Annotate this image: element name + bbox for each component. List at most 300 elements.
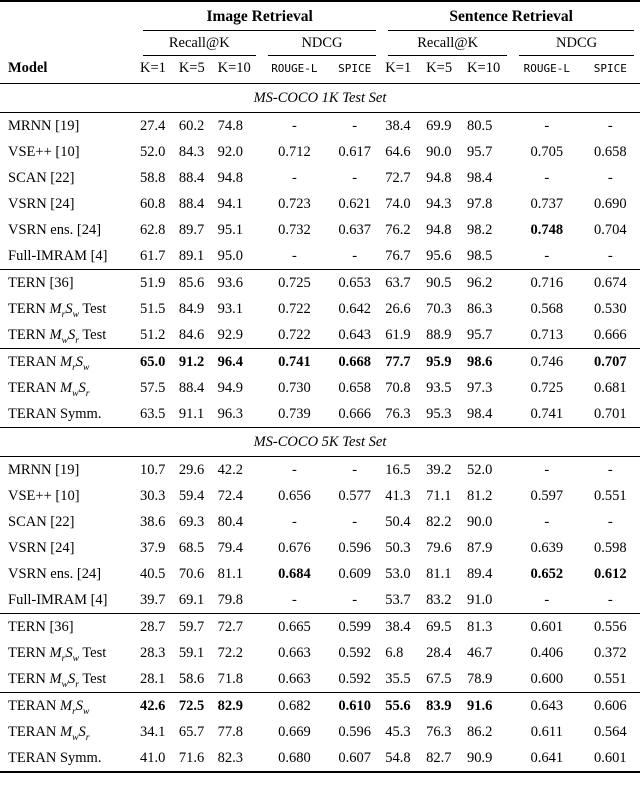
value-cell: 61.9 xyxy=(385,326,411,343)
value-cell: 0.739 xyxy=(278,405,311,422)
value-cell: 0.690 xyxy=(593,195,627,212)
value-cell: 71.1 xyxy=(426,487,452,504)
value-cell: 37.9 xyxy=(139,539,166,556)
value-cell: 77.7 xyxy=(382,349,423,376)
table-row xyxy=(0,296,640,322)
value-cell: 89.4 xyxy=(467,565,493,582)
value-cell: 95.7 xyxy=(467,143,493,160)
value-cell: 84.9 xyxy=(178,300,205,317)
value-cell: - xyxy=(607,513,613,530)
value-cell: 0.598 xyxy=(593,539,627,556)
value-cell: 39.7 xyxy=(139,591,166,608)
model-name: TERN [36] xyxy=(0,270,137,297)
value-cell: 88.9 xyxy=(426,326,452,343)
table-row xyxy=(0,401,640,428)
value-cell: 0.669 xyxy=(278,723,311,740)
value-cell: 0.643 xyxy=(513,693,580,720)
value-cell: 69.9 xyxy=(426,117,452,134)
value-cell: 0.372 xyxy=(593,644,627,661)
value-cell: 0.730 xyxy=(278,379,311,396)
model-name: VSRN [24] xyxy=(8,195,75,212)
model-name: MRNN [19] xyxy=(8,117,80,134)
value-cell: 94.3 xyxy=(426,195,452,212)
value-cell: 38.4 xyxy=(385,117,411,134)
table-row xyxy=(0,217,640,243)
value-cell: 50.4 xyxy=(385,513,411,530)
value-cell: 93.5 xyxy=(426,379,452,396)
value-cell: 84.6 xyxy=(178,326,205,343)
value-cell: 0.592 xyxy=(338,670,371,687)
value-cell: - xyxy=(291,247,297,264)
table-row xyxy=(0,457,640,484)
column-header-rougel-image: ROUGE-L xyxy=(262,56,327,84)
value-cell: 0.681 xyxy=(593,379,627,396)
value-cell: 51.9 xyxy=(137,270,176,297)
value-cell: 98.6 xyxy=(464,349,513,376)
table-row xyxy=(0,693,640,720)
value-cell: 70.8 xyxy=(385,379,411,396)
table-row xyxy=(0,349,640,376)
value-cell: 71.8 xyxy=(217,670,244,687)
value-cell: 6.8 xyxy=(385,644,404,661)
value-cell: 16.5 xyxy=(385,461,411,478)
value-cell: 63.7 xyxy=(382,270,423,297)
value-cell: 0.597 xyxy=(530,487,564,504)
column-header-spice-sentence: SPICE xyxy=(581,56,640,84)
value-cell: 0.621 xyxy=(338,195,371,212)
value-cell: 0.737 xyxy=(530,195,564,212)
value-cell: 0.601 xyxy=(593,749,627,766)
model-name: SCAN [22] xyxy=(8,513,75,530)
column-header-spice-image: SPICE xyxy=(327,56,382,84)
table-row xyxy=(0,322,640,349)
value-cell: 34.1 xyxy=(139,723,166,740)
value-cell: 0.732 xyxy=(278,221,311,238)
value-cell: 0.716 xyxy=(513,270,580,297)
value-cell: 97.8 xyxy=(467,195,493,212)
value-cell: 0.666 xyxy=(593,326,627,343)
model-name: MRNN [19] xyxy=(8,461,80,478)
value-cell: 0.676 xyxy=(278,539,311,556)
value-cell: 82.3 xyxy=(217,749,244,766)
value-cell: 95.6 xyxy=(426,247,452,264)
value-cell: 0.666 xyxy=(338,405,371,422)
value-cell: 0.680 xyxy=(278,749,311,766)
value-cell: 69.1 xyxy=(178,591,205,608)
corner-spacer xyxy=(0,31,137,56)
value-cell: 62.8 xyxy=(139,221,166,238)
value-cell: 59.1 xyxy=(178,644,205,661)
value-cell: 57.5 xyxy=(139,379,166,396)
value-cell: - xyxy=(544,117,550,134)
value-cell: 0.713 xyxy=(530,326,564,343)
value-cell: - xyxy=(544,461,550,478)
corner-spacer xyxy=(0,1,137,31)
column-header-k1-sentence: K=1 xyxy=(382,56,423,84)
value-cell: 72.2 xyxy=(217,644,244,661)
value-cell: 74.8 xyxy=(217,117,244,134)
table-row xyxy=(0,375,640,401)
model-name: TERN $M_rS_w$ Test xyxy=(8,644,107,664)
value-cell: 95.7 xyxy=(467,326,493,343)
value-cell: 53.7 xyxy=(385,591,411,608)
value-cell: 0.658 xyxy=(338,379,371,396)
column-header-k10-sentence: K=10 xyxy=(464,56,513,84)
value-cell: 94.8 xyxy=(426,169,452,186)
value-cell: 76.2 xyxy=(385,221,411,238)
value-cell: 85.6 xyxy=(176,270,215,297)
column-header-model: Model xyxy=(0,56,137,84)
value-cell: 91.1 xyxy=(178,405,205,422)
value-cell: 0.725 xyxy=(530,379,564,396)
value-cell: 0.639 xyxy=(530,539,564,556)
table-row xyxy=(0,640,640,666)
value-cell: 40.5 xyxy=(139,565,166,582)
value-cell: 98.5 xyxy=(467,247,493,264)
value-cell: 0.607 xyxy=(338,749,371,766)
value-cell: - xyxy=(291,513,297,530)
value-cell: 79.8 xyxy=(217,591,244,608)
value-cell: - xyxy=(291,591,297,608)
table-row xyxy=(0,666,640,693)
table-row xyxy=(0,745,640,772)
value-cell: 0.741 xyxy=(530,405,564,422)
value-cell: 81.1 xyxy=(217,565,244,582)
value-cell: 81.1 xyxy=(426,565,452,582)
value-cell: - xyxy=(544,591,550,608)
value-cell: 0.665 xyxy=(262,614,327,641)
value-cell: - xyxy=(352,247,358,264)
value-cell: 0.684 xyxy=(278,565,311,582)
table-row xyxy=(0,483,640,509)
value-cell: 42.6 xyxy=(137,693,176,720)
model-name: TERAN $M_wS_r$ xyxy=(8,723,90,743)
group-header-row xyxy=(0,1,640,31)
value-cell: 88.4 xyxy=(178,379,205,396)
value-cell: - xyxy=(607,117,613,134)
value-cell: 51.5 xyxy=(139,300,166,317)
value-cell: 0.596 xyxy=(338,539,371,556)
value-cell: 29.6 xyxy=(178,461,205,478)
value-cell: 83.2 xyxy=(426,591,452,608)
value-cell: 81.3 xyxy=(464,614,513,641)
value-cell: 96.4 xyxy=(215,349,262,376)
value-cell: 94.9 xyxy=(217,379,244,396)
value-cell: - xyxy=(352,169,358,186)
table-row xyxy=(0,509,640,535)
value-cell: 98.4 xyxy=(467,405,493,422)
value-cell: 92.0 xyxy=(217,143,244,160)
value-cell: 94.8 xyxy=(217,169,244,186)
value-cell: 0.564 xyxy=(593,723,627,740)
value-cell: 50.3 xyxy=(385,539,411,556)
value-cell: - xyxy=(291,117,297,134)
value-cell: 80.4 xyxy=(217,513,244,530)
value-cell: 86.2 xyxy=(467,723,493,740)
value-cell: 53.0 xyxy=(385,565,411,582)
group-label-sentence-retrieval: Sentence Retrieval xyxy=(388,8,634,31)
value-cell: 0.707 xyxy=(581,349,640,376)
value-cell: 88.4 xyxy=(178,169,205,186)
value-cell: 0.663 xyxy=(278,670,311,687)
subgroup-label: Recall@K xyxy=(388,35,507,56)
value-cell: 41.0 xyxy=(139,749,166,766)
value-cell: 86.3 xyxy=(467,300,493,317)
model-name: TERN $M_wS_r$ Test xyxy=(8,326,107,346)
value-cell: 69.5 xyxy=(423,614,464,641)
value-cell: 28.3 xyxy=(139,644,166,661)
model-name: TERN $M_wS_r$ Test xyxy=(8,670,107,690)
group-header-image-retrieval xyxy=(137,1,382,31)
value-cell: 91.0 xyxy=(467,591,493,608)
table-row xyxy=(0,191,640,217)
value-cell: 72.4 xyxy=(217,487,244,504)
value-cell: 0.617 xyxy=(338,143,371,160)
value-cell: 67.5 xyxy=(426,670,452,687)
value-cell: - xyxy=(607,247,613,264)
value-cell: 46.7 xyxy=(467,644,493,661)
value-cell: 89.1 xyxy=(178,247,205,264)
value-cell: 93.1 xyxy=(217,300,244,317)
value-cell: 79.6 xyxy=(426,539,452,556)
value-cell: 0.577 xyxy=(338,487,371,504)
value-cell: 90.5 xyxy=(423,270,464,297)
column-header-k5-image: K=5 xyxy=(176,56,215,84)
value-cell: 28.1 xyxy=(139,670,166,687)
value-cell: 55.6 xyxy=(382,693,423,720)
value-cell: 70.6 xyxy=(178,565,205,582)
value-cell: 82.2 xyxy=(426,513,452,530)
value-cell: 70.3 xyxy=(426,300,452,317)
value-cell: 60.8 xyxy=(139,195,166,212)
value-cell: 0.601 xyxy=(513,614,580,641)
value-cell: 82.7 xyxy=(426,749,452,766)
model-name: TERAN $M_rS_w$ xyxy=(0,693,137,720)
value-cell: - xyxy=(544,247,550,264)
value-cell: 98.4 xyxy=(467,169,493,186)
model-name: SCAN [22] xyxy=(8,169,75,186)
value-cell: 35.5 xyxy=(385,670,411,687)
value-cell: 0.704 xyxy=(593,221,627,238)
group-label-image-retrieval: Image Retrieval xyxy=(143,8,376,31)
value-cell: 0.674 xyxy=(581,270,640,297)
value-cell: 95.0 xyxy=(217,247,244,264)
value-cell: 84.3 xyxy=(178,143,205,160)
value-cell: 39.2 xyxy=(426,461,452,478)
value-cell: 90.0 xyxy=(426,143,452,160)
model-name: VSE++ [10] xyxy=(8,143,80,160)
value-cell: 69.3 xyxy=(178,513,205,530)
value-cell: 87.9 xyxy=(467,539,493,556)
model-name: VSE++ [10] xyxy=(8,487,80,504)
value-cell: 10.7 xyxy=(139,461,166,478)
value-cell: 91.2 xyxy=(176,349,215,376)
value-cell: 81.2 xyxy=(467,487,493,504)
table-row xyxy=(0,165,640,191)
column-header-k5-sentence: K=5 xyxy=(423,56,464,84)
value-cell: 38.6 xyxy=(139,513,166,530)
value-cell: 76.3 xyxy=(426,723,452,740)
value-cell: - xyxy=(607,461,613,478)
value-cell: 0.551 xyxy=(593,487,627,504)
value-cell: 96.2 xyxy=(464,270,513,297)
value-cell: 90.9 xyxy=(467,749,493,766)
value-cell: 0.746 xyxy=(513,349,580,376)
value-cell: 91.6 xyxy=(464,693,513,720)
value-cell: 72.7 xyxy=(385,169,411,186)
value-cell: 0.722 xyxy=(278,300,311,317)
value-cell: 88.4 xyxy=(178,195,205,212)
value-cell: - xyxy=(607,591,613,608)
value-cell: 72.7 xyxy=(215,614,262,641)
subgroup-header-row xyxy=(0,31,640,56)
value-cell: 0.656 xyxy=(278,487,311,504)
value-cell: 93.6 xyxy=(215,270,262,297)
value-cell: 79.4 xyxy=(217,539,244,556)
value-cell: 64.6 xyxy=(385,143,411,160)
value-cell: 0.599 xyxy=(327,614,382,641)
value-cell: - xyxy=(544,169,550,186)
subgroup-label: NDCG xyxy=(268,35,377,56)
subgroup-label: Recall@K xyxy=(143,35,256,56)
value-cell: 38.4 xyxy=(382,614,423,641)
value-cell: 27.4 xyxy=(139,117,166,134)
value-cell: 0.642 xyxy=(338,300,371,317)
value-cell: 0.551 xyxy=(593,670,627,687)
value-cell: 0.712 xyxy=(278,143,311,160)
section-title-row xyxy=(0,84,640,113)
value-cell: 0.705 xyxy=(530,143,564,160)
value-cell: 0.568 xyxy=(530,300,564,317)
model-name: VSRN ens. [24] xyxy=(8,221,102,238)
value-cell: 0.725 xyxy=(262,270,327,297)
value-cell: 0.530 xyxy=(593,300,627,317)
value-cell: - xyxy=(352,117,358,134)
table-row xyxy=(0,113,640,140)
value-cell: 0.723 xyxy=(278,195,311,212)
value-cell: 45.3 xyxy=(385,723,411,740)
value-cell: 28.4 xyxy=(426,644,452,661)
table-row xyxy=(0,587,640,614)
value-cell: 71.6 xyxy=(178,749,205,766)
value-cell: 0.556 xyxy=(581,614,640,641)
value-cell: 65.7 xyxy=(178,723,205,740)
model-name: VSRN [24] xyxy=(8,539,75,556)
model-name: TERAN $M_rS_w$ xyxy=(0,349,137,376)
value-cell: - xyxy=(544,513,550,530)
value-cell: 30.3 xyxy=(139,487,166,504)
value-cell: - xyxy=(352,591,358,608)
subgroup-header-recall-image xyxy=(137,31,262,56)
model-name: TERAN Symm. xyxy=(8,405,102,422)
value-cell: 90.0 xyxy=(467,513,493,530)
value-cell: 0.748 xyxy=(530,221,564,238)
value-cell: 28.7 xyxy=(137,614,176,641)
column-header-k10-image: K=10 xyxy=(215,56,262,84)
column-header-k1-image: K=1 xyxy=(137,56,176,84)
value-cell: 76.7 xyxy=(385,247,411,264)
subgroup-header-ndcg-image xyxy=(262,31,383,56)
value-cell: 58.8 xyxy=(139,169,166,186)
value-cell: 0.612 xyxy=(593,565,627,582)
value-cell: 0.652 xyxy=(530,565,564,582)
model-name: TERAN Symm. xyxy=(8,749,102,766)
value-cell: 59.7 xyxy=(176,614,215,641)
value-cell: 0.701 xyxy=(593,405,627,422)
value-cell: 0.600 xyxy=(530,670,564,687)
value-cell: 94.8 xyxy=(426,221,452,238)
table-row xyxy=(0,561,640,587)
value-cell: 0.596 xyxy=(338,723,371,740)
value-cell: 0.653 xyxy=(327,270,382,297)
value-cell: 42.2 xyxy=(217,461,244,478)
value-cell: 97.3 xyxy=(467,379,493,396)
value-cell: - xyxy=(352,461,358,478)
model-name: TERAN $M_wS_r$ xyxy=(8,379,90,399)
value-cell: 0.611 xyxy=(530,723,563,740)
value-cell: 0.658 xyxy=(593,143,627,160)
value-cell: 95.9 xyxy=(423,349,464,376)
table-row xyxy=(0,719,640,745)
value-cell: 26.6 xyxy=(385,300,411,317)
value-cell: 0.609 xyxy=(338,565,371,582)
value-cell: - xyxy=(607,169,613,186)
value-cell: 74.0 xyxy=(385,195,411,212)
value-cell: 65.0 xyxy=(137,349,176,376)
value-cell: 51.2 xyxy=(139,326,166,343)
value-cell: 95.1 xyxy=(217,221,244,238)
value-cell: 82.9 xyxy=(215,693,262,720)
value-cell: 52.0 xyxy=(467,461,493,478)
subgroup-label: NDCG xyxy=(519,35,634,56)
section-title-row xyxy=(0,428,640,457)
value-cell: 68.5 xyxy=(178,539,205,556)
group-header-sentence-retrieval xyxy=(382,1,640,31)
value-cell: 83.9 xyxy=(423,693,464,720)
column-header-row xyxy=(0,56,640,84)
value-cell: 41.3 xyxy=(385,487,411,504)
model-name: VSRN ens. [24] xyxy=(8,565,102,582)
value-cell: 0.406 xyxy=(530,644,564,661)
table-row xyxy=(0,614,640,641)
value-cell: 0.682 xyxy=(262,693,327,720)
value-cell: 76.3 xyxy=(385,405,411,422)
value-cell: 72.5 xyxy=(176,693,215,720)
section-title: MS-COCO 5K Test Set xyxy=(0,428,640,457)
results-table-body xyxy=(0,84,640,773)
section-title: MS-COCO 1K Test Set xyxy=(0,84,640,113)
value-cell: 98.2 xyxy=(467,221,493,238)
value-cell: 80.5 xyxy=(467,117,493,134)
value-cell: 52.0 xyxy=(139,143,166,160)
subgroup-header-ndcg-sentence xyxy=(513,31,640,56)
model-name: TERN [36] xyxy=(0,614,137,641)
value-cell: 0.641 xyxy=(530,749,564,766)
model-name: TERN $M_rS_w$ Test xyxy=(8,300,107,320)
model-name: Full-IMRAM [4] xyxy=(8,591,108,608)
value-cell: 0.610 xyxy=(327,693,382,720)
value-cell: 95.3 xyxy=(426,405,452,422)
value-cell: 89.7 xyxy=(178,221,205,238)
value-cell: 0.668 xyxy=(327,349,382,376)
model-name: Full-IMRAM [4] xyxy=(8,247,108,264)
value-cell: 0.722 xyxy=(278,326,311,343)
value-cell: 0.741 xyxy=(262,349,327,376)
value-cell: 54.8 xyxy=(385,749,411,766)
value-cell: 78.9 xyxy=(467,670,493,687)
value-cell: 77.8 xyxy=(217,723,244,740)
value-cell: 59.4 xyxy=(178,487,205,504)
